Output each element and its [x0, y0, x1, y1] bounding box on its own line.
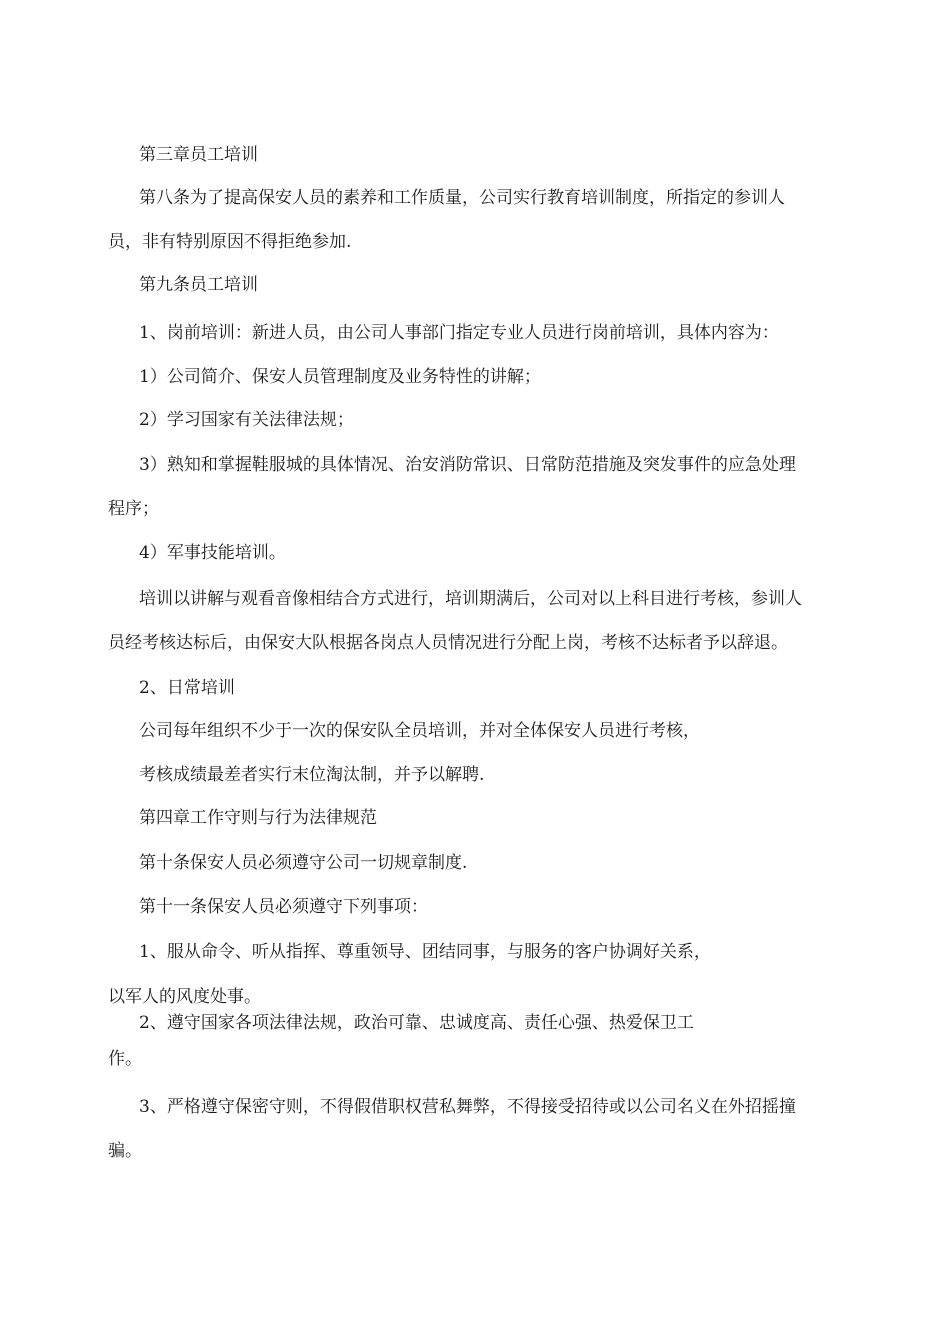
article-8-line-1: 第八条为了提高保安人员的素养和工作质量，公司实行教育培训制度，所指定的参训人: [139, 188, 785, 208]
rule-3-line-2: 骗。: [108, 1141, 142, 1161]
training-method-line-2: 员经考核达标后，由保安大队根据各岗点人员情况进行分配上岗，考核不达标者予以辞退。: [108, 633, 788, 653]
daily-training-line-1: 公司每年组织不少于一次的保安队全员培训，并对全体保安人员进行考核，: [139, 721, 700, 741]
article-11: 第十一条保安人员必须遵守下列事项：: [139, 897, 428, 917]
daily-training-line-2: 考核成绩最差者实行末位淘汰制，并予以解聘.: [139, 765, 485, 785]
article-10: 第十条保安人员必须遵守公司一切规章制度.: [139, 853, 468, 873]
article-9-heading: 第九条员工培训: [139, 275, 258, 295]
article-8-line-2: 员，非有特别原因不得拒绝参加.: [108, 232, 352, 252]
chapter-3-heading: 第三章员工培训: [139, 145, 258, 165]
training-method-line-1: 培训以讲解与观看音像相结合方式进行，培训期满后，公司对以上科目进行考核，参训人: [139, 589, 802, 609]
list-item-3-line-2: 程序；: [108, 499, 159, 519]
pre-job-training: 1、岗前培训：新进人员，由公司人事部门指定专业人员进行岗前培训，具体内容为：: [139, 323, 779, 343]
chapter-4-heading: 第四章工作守则与行为法律规范: [139, 808, 377, 828]
rule-1-line-2: 以军人的风度处事。: [108, 987, 261, 1007]
daily-training-heading: 2、日常培训: [139, 678, 235, 698]
list-item-1: 1）公司简介、保安人员管理制度及业务特性的讲解；: [139, 367, 541, 387]
list-item-2: 2）学习国家有关法律法规；: [139, 410, 354, 430]
list-item-4: 4）军事技能培训。: [139, 543, 286, 563]
rule-3-line-1: 3、严格遵守保密守则，不得假借职权营私舞弊，不得接受招待或以公司名义在外招摇撞: [139, 1097, 796, 1117]
rule-2-line-2: 作。: [108, 1049, 142, 1069]
list-item-3-line-1: 3）熟知和掌握鞋服城的具体情况、治安消防常识、日常防范措施及突发事件的应急处理: [139, 455, 796, 475]
rule-1-line-1: 1、服从命令、听从指挥、尊重领导、团结同事，与服务的客户协调好关系，: [139, 942, 711, 962]
rule-2-line-1: 2、遵守国家各项法律法规，政治可靠、忠诚度高、责任心强、热爱保卫工: [139, 1013, 694, 1033]
